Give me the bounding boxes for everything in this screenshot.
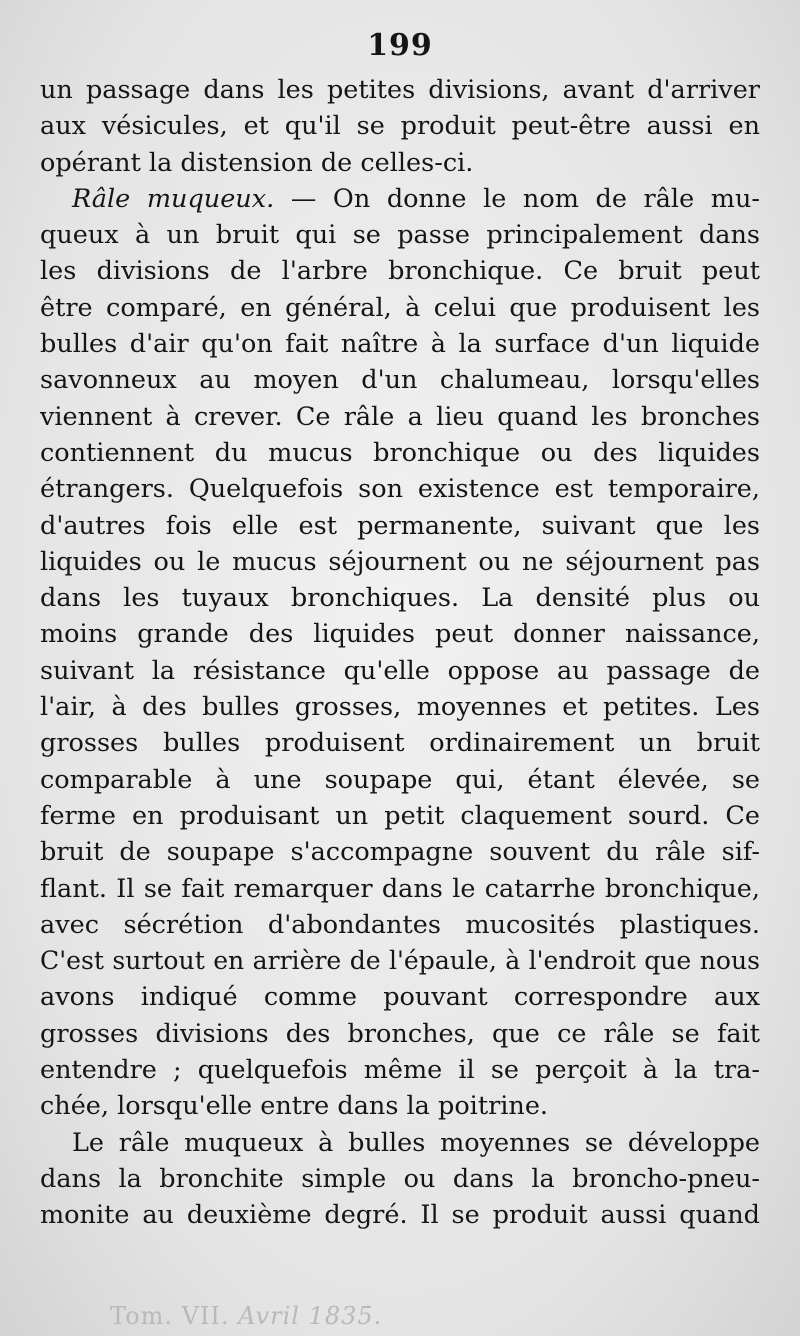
text-line: l'air, à des bulles grosses, moyennes et petites. Les [40,692,760,723]
text-line: monite au deuxième degré. Il se produit aussi quand [40,1200,760,1231]
text-line: aux vésicules, et qu'il se produit peut-être aussi en [40,111,760,142]
text-line: grosses divisions des bronches, que ce râle se fait [40,1018,760,1049]
text-line: bruit de soupape s'accompagne souvent du râle sif- [40,837,760,868]
text-line: moins grande des liquides peut donner naissance, [40,619,760,650]
text-line: suivant la résistance qu'elle oppose au passage de [40,655,760,686]
text-line: dans les tuyaux bronchiques. La densité plus ou [40,583,760,614]
text-line: contiennent du mucus bronchique ou des liquides [40,437,760,468]
text-line: savonneux au moyen d'un chalumeau, lorsqu'elles [40,365,760,396]
text-line: avec sécrétion d'abondantes mucosités plastiques. [40,909,760,940]
text-line: étrangers. Quelquefois son existence est temporaire, [40,474,760,505]
text-line: d'autres fois elle est permanente, suivant que les [40,510,760,541]
text-line: queux à un bruit qui se passe principalement dans [40,220,760,251]
text-line: flant. Il se fait remarquer dans le catarrhe bronchique, [40,873,760,904]
text-line: comparable à une soupape qui, étant élevée, se [40,764,760,795]
page-number: 199 [367,28,433,63]
text-line: ferme en produisant un petit claquement sourd. Ce [40,800,760,831]
text-line: viennent à crever. Ce râle a lieu quand les bronches [40,401,760,432]
text-line: les divisions de l'arbre bronchique. Ce bruit peut [40,256,760,287]
text-line: Le râle muqueux à bulles moyennes se développe [72,1127,760,1158]
text-line: opérant la distension de celles-ci. [40,147,474,178]
text-line: bulles d'air qu'on fait naître à la surface d'un liquide [40,329,760,360]
text-line: dans la bronchite simple ou dans la broncho-pneu- [40,1163,760,1194]
footer-volume: Tom. VII. [110,1302,230,1330]
text-line-fragment: — On donne le nom de râle mu- [290,183,760,214]
page-footer [110,1302,382,1330]
text-line: grosses bulles produisent ordinairement un bruit [40,728,760,759]
text-line: C'est surtout en arrière de l'épaule, à l'endroit que nous [40,946,760,976]
text-line: un passage dans les petites divisions, avant d'arriver [40,75,760,105]
text-line: avons indiqué comme pouvant correspondre aux [40,982,760,1013]
paragraph-start-line [40,181,760,217]
text-line: liquides ou le mucus séjournent ou ne séjournent pas [40,546,760,577]
text-line: entendre ; quelquefois même il se perçoit à la tra- [40,1055,760,1086]
subheading-rale-muqueux: Râle muqueux. [72,183,275,214]
body-text [40,72,760,1234]
text-line: être comparé, en général, à celui que produisent les [40,292,760,323]
footer-date: Avril 1835. [238,1302,383,1330]
text-line: chée, lorsqu'elle entre dans la poitrine. [40,1091,549,1122]
